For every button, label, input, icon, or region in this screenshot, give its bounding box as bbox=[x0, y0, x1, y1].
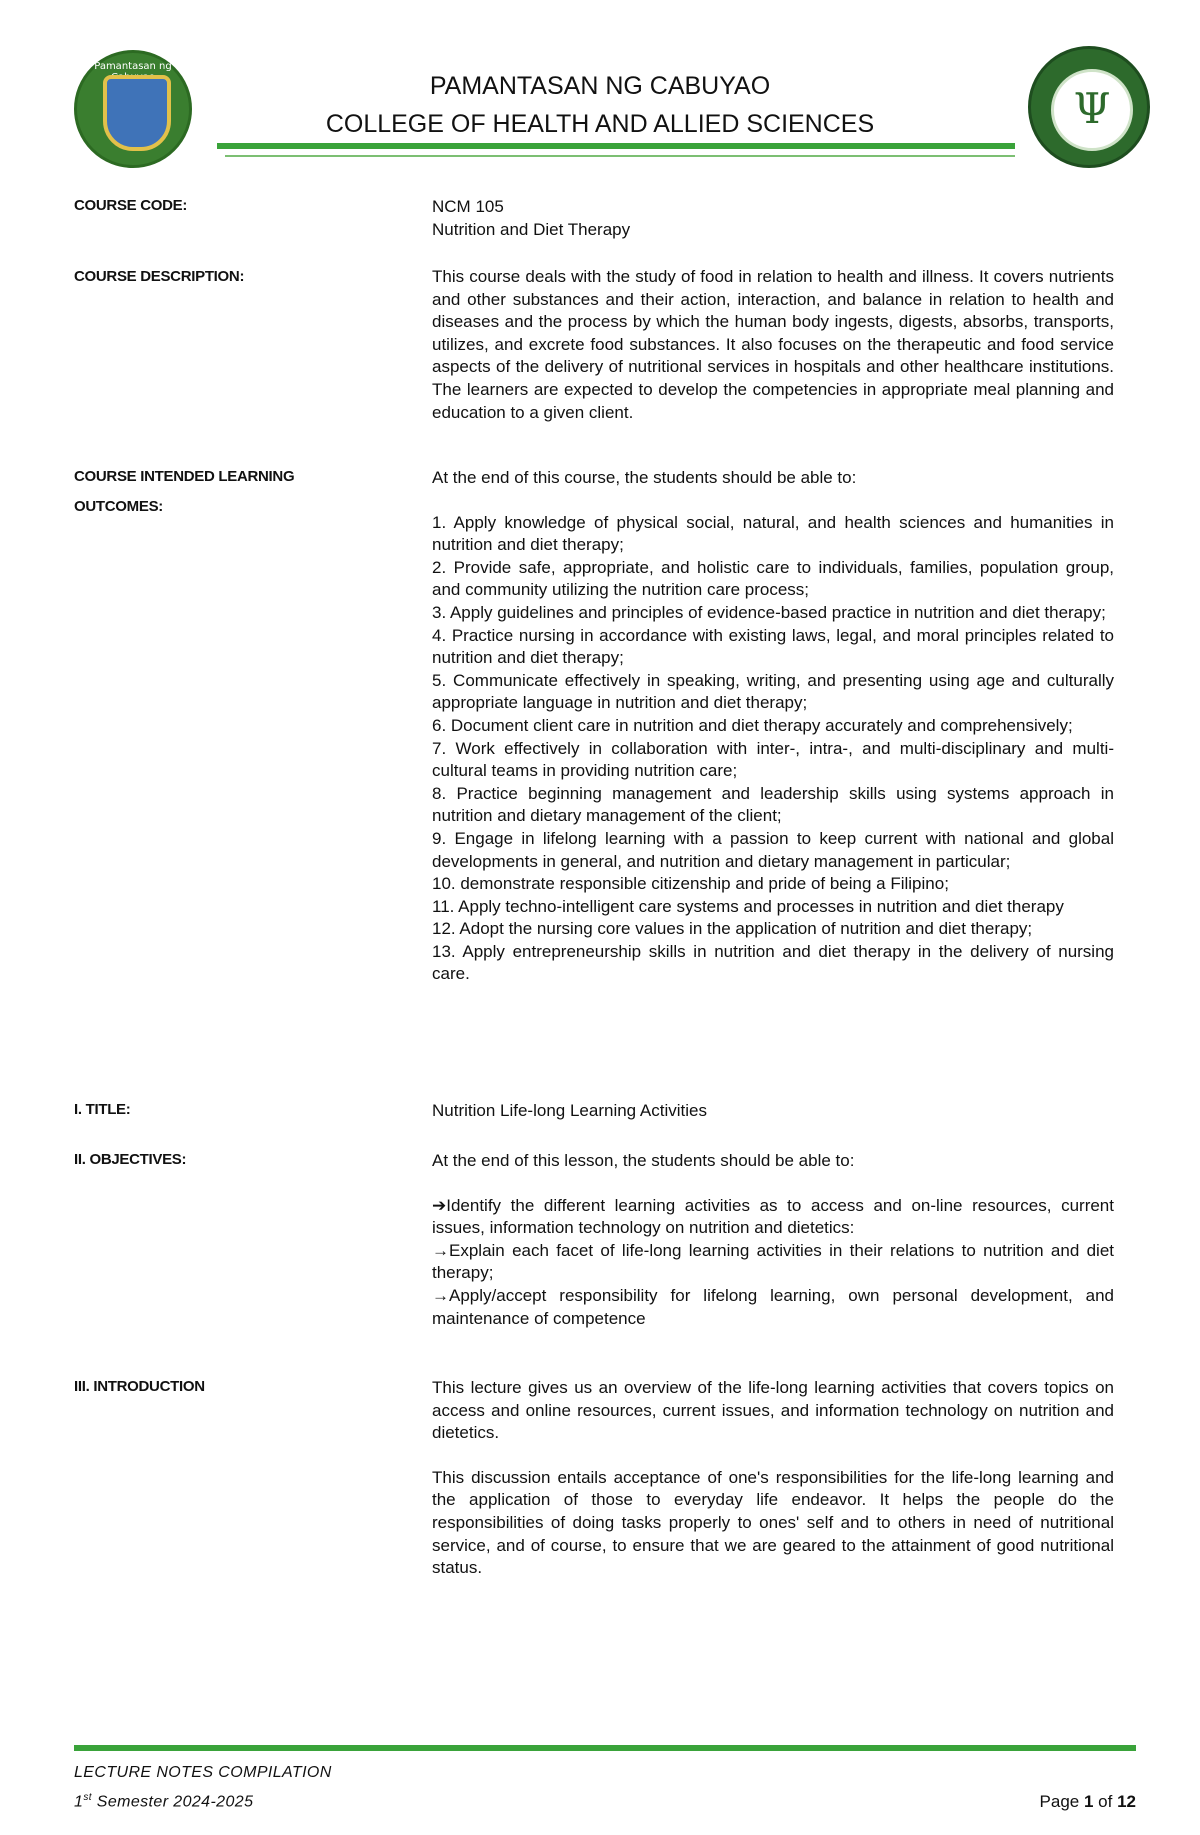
footer-title: LECTURE NOTES COMPILATION bbox=[74, 1764, 332, 1781]
page-word: Page bbox=[1039, 1792, 1084, 1811]
objective-item: →Apply/accept responsibility for lifelong learning, own personal development, and maintenance of competence bbox=[432, 1285, 1114, 1328]
objectives-label: II. OBJECTIVES: bbox=[74, 1151, 187, 1168]
title-block bbox=[432, 1100, 1114, 1123]
outcome-item: 12. Adopt the nursing core values in the application of nutrition and diet therapy; bbox=[432, 919, 1033, 939]
outcome-item: 7. Work effectively in collaboration with inter-, intra-, and multi-disciplinary and multi-cultural teams in providing nutrition care; bbox=[432, 738, 1114, 781]
outcome-item: 2. Provide safe, appropriate, and holistic care to individuals, families, population group, and community utilizing the nutrition care process; bbox=[432, 557, 1114, 600]
outcomes-label-line1: COURSE INTENDED LEARNING bbox=[74, 468, 295, 485]
header-divider bbox=[217, 143, 1015, 149]
course-description-text: This course deals with the study of food in relation to health and illness. It covers nutrients and other substances and their action, interaction, and balance in relation to health and diseases and the process by which the human body ingests, digests, absorbs, transports, utilizes, and excrete food substances. It also focuses on the therapeutic and food service aspects of the delivery of nutritional services in hospitals and other healthcare institutions. The learners are expected to develop the competencies in appropriate meal planning and education to a given client. bbox=[432, 267, 1114, 422]
introduction-label: III. INTRODUCTION bbox=[74, 1378, 205, 1395]
introduction-paragraph: This lecture gives us an overview of the life-long learning activities that covers topics on access and online resources, current issues, and information technology on nutrition and dietetics. bbox=[432, 1378, 1114, 1443]
course-description-block bbox=[432, 266, 1114, 424]
semester-suffix: st bbox=[83, 1792, 92, 1803]
outcome-item: 6. Document client care in nutrition and diet therapy accurately and comprehensively; bbox=[432, 715, 1073, 735]
lesson-title: Nutrition Life-long Learning Activities bbox=[432, 1101, 707, 1120]
course-code-label: COURSE CODE: bbox=[74, 197, 188, 214]
course-code: NCM 105 bbox=[432, 197, 504, 216]
objectives-intro: At the end of this lesson, the students should be able to: bbox=[432, 1151, 855, 1170]
objectives-block bbox=[432, 1150, 1114, 1330]
outcome-item: 10. demonstrate responsible citizenship and pride of being a Filipino; bbox=[432, 874, 949, 894]
page-of: of bbox=[1093, 1792, 1118, 1811]
psi-symbol: Ψ bbox=[1073, 84, 1111, 133]
objective-item: ➔Identify the different learning activities as to access and on-line resources, current issues, information technology on nutrition and dietetics: bbox=[432, 1195, 1114, 1238]
footer-semester bbox=[74, 1792, 253, 1811]
header-divider-thin bbox=[225, 155, 1015, 157]
semester-number: 1 bbox=[74, 1793, 84, 1811]
course-code-block bbox=[432, 196, 1114, 241]
seal-text: Pamantasan ng bbox=[94, 61, 172, 72]
semester-text: Semester 2024-2025 bbox=[91, 1793, 254, 1811]
objective-item: →Explain each facet of life-long learning activities in their relations to nutrition and diet therapy; bbox=[432, 1240, 1114, 1283]
university-name: PAMANTASAN NG CABUYAO bbox=[429, 72, 771, 100]
footer-divider bbox=[74, 1745, 1136, 1751]
college-name: COLLEGE OF HEALTH AND ALLIED SCIENCES bbox=[325, 110, 875, 138]
outcome-item: 13. Apply entrepreneurship skills in nutrition and diet therapy in the delivery of nursing care. bbox=[432, 941, 1114, 984]
title-label: I. TITLE: bbox=[74, 1101, 131, 1118]
outcome-item: 8. Practice beginning management and leadership skills using systems approach in nutrition and dietary management of the client; bbox=[432, 783, 1114, 826]
outcome-item: 3. Apply guidelines and principles of evidence-based practice in nutrition and diet therapy; bbox=[432, 602, 1106, 622]
page-indicator bbox=[1040, 1792, 1136, 1812]
outcome-item: 5. Communicate effectively in speaking, writing, and presenting using age and culturally appropriate language in nutrition and diet therapy; bbox=[432, 670, 1114, 713]
outcomes-label-line2: OUTCOMES: bbox=[74, 498, 163, 515]
outcomes-intro: At the end of this course, the students should be able to: bbox=[432, 468, 857, 487]
introduction-paragraph: This discussion entails acceptance of one's responsibilities for the life-long learning and the application of those to everyday life endeavor. It helps the people do the responsibilities of doing tasks properly to ones' self and to others in need of nutritional service, and of course, to ensure that we are geared to the attainment of good nutritional status. bbox=[432, 1467, 1114, 1578]
outcome-item: 4. Practice nursing in accordance with existing laws, legal, and moral principles related to nutrition and diet therapy; bbox=[432, 625, 1114, 668]
course-description-label: COURSE DESCRIPTION: bbox=[74, 268, 245, 285]
introduction-block bbox=[432, 1377, 1114, 1580]
outcome-item: 11. Apply techno-intelligent care systems and processes in nutrition and diet therapy bbox=[432, 896, 1064, 916]
outcome-item: 1. Apply knowledge of physical social, natural, and health sciences and humanities in nutrition and diet therapy; bbox=[432, 512, 1114, 555]
course-name: Nutrition and Diet Therapy bbox=[432, 219, 631, 239]
page-total: 12 bbox=[1117, 1792, 1136, 1811]
outcomes-block bbox=[432, 467, 1114, 986]
page-current: 1 bbox=[1083, 1792, 1094, 1811]
outcome-item: 9. Engage in lifelong learning with a passion to keep current with national and global developments in general, and nutrition and dietary management in particular; bbox=[432, 828, 1114, 871]
college-seal-logo bbox=[1028, 46, 1150, 168]
university-seal-logo bbox=[74, 50, 192, 168]
